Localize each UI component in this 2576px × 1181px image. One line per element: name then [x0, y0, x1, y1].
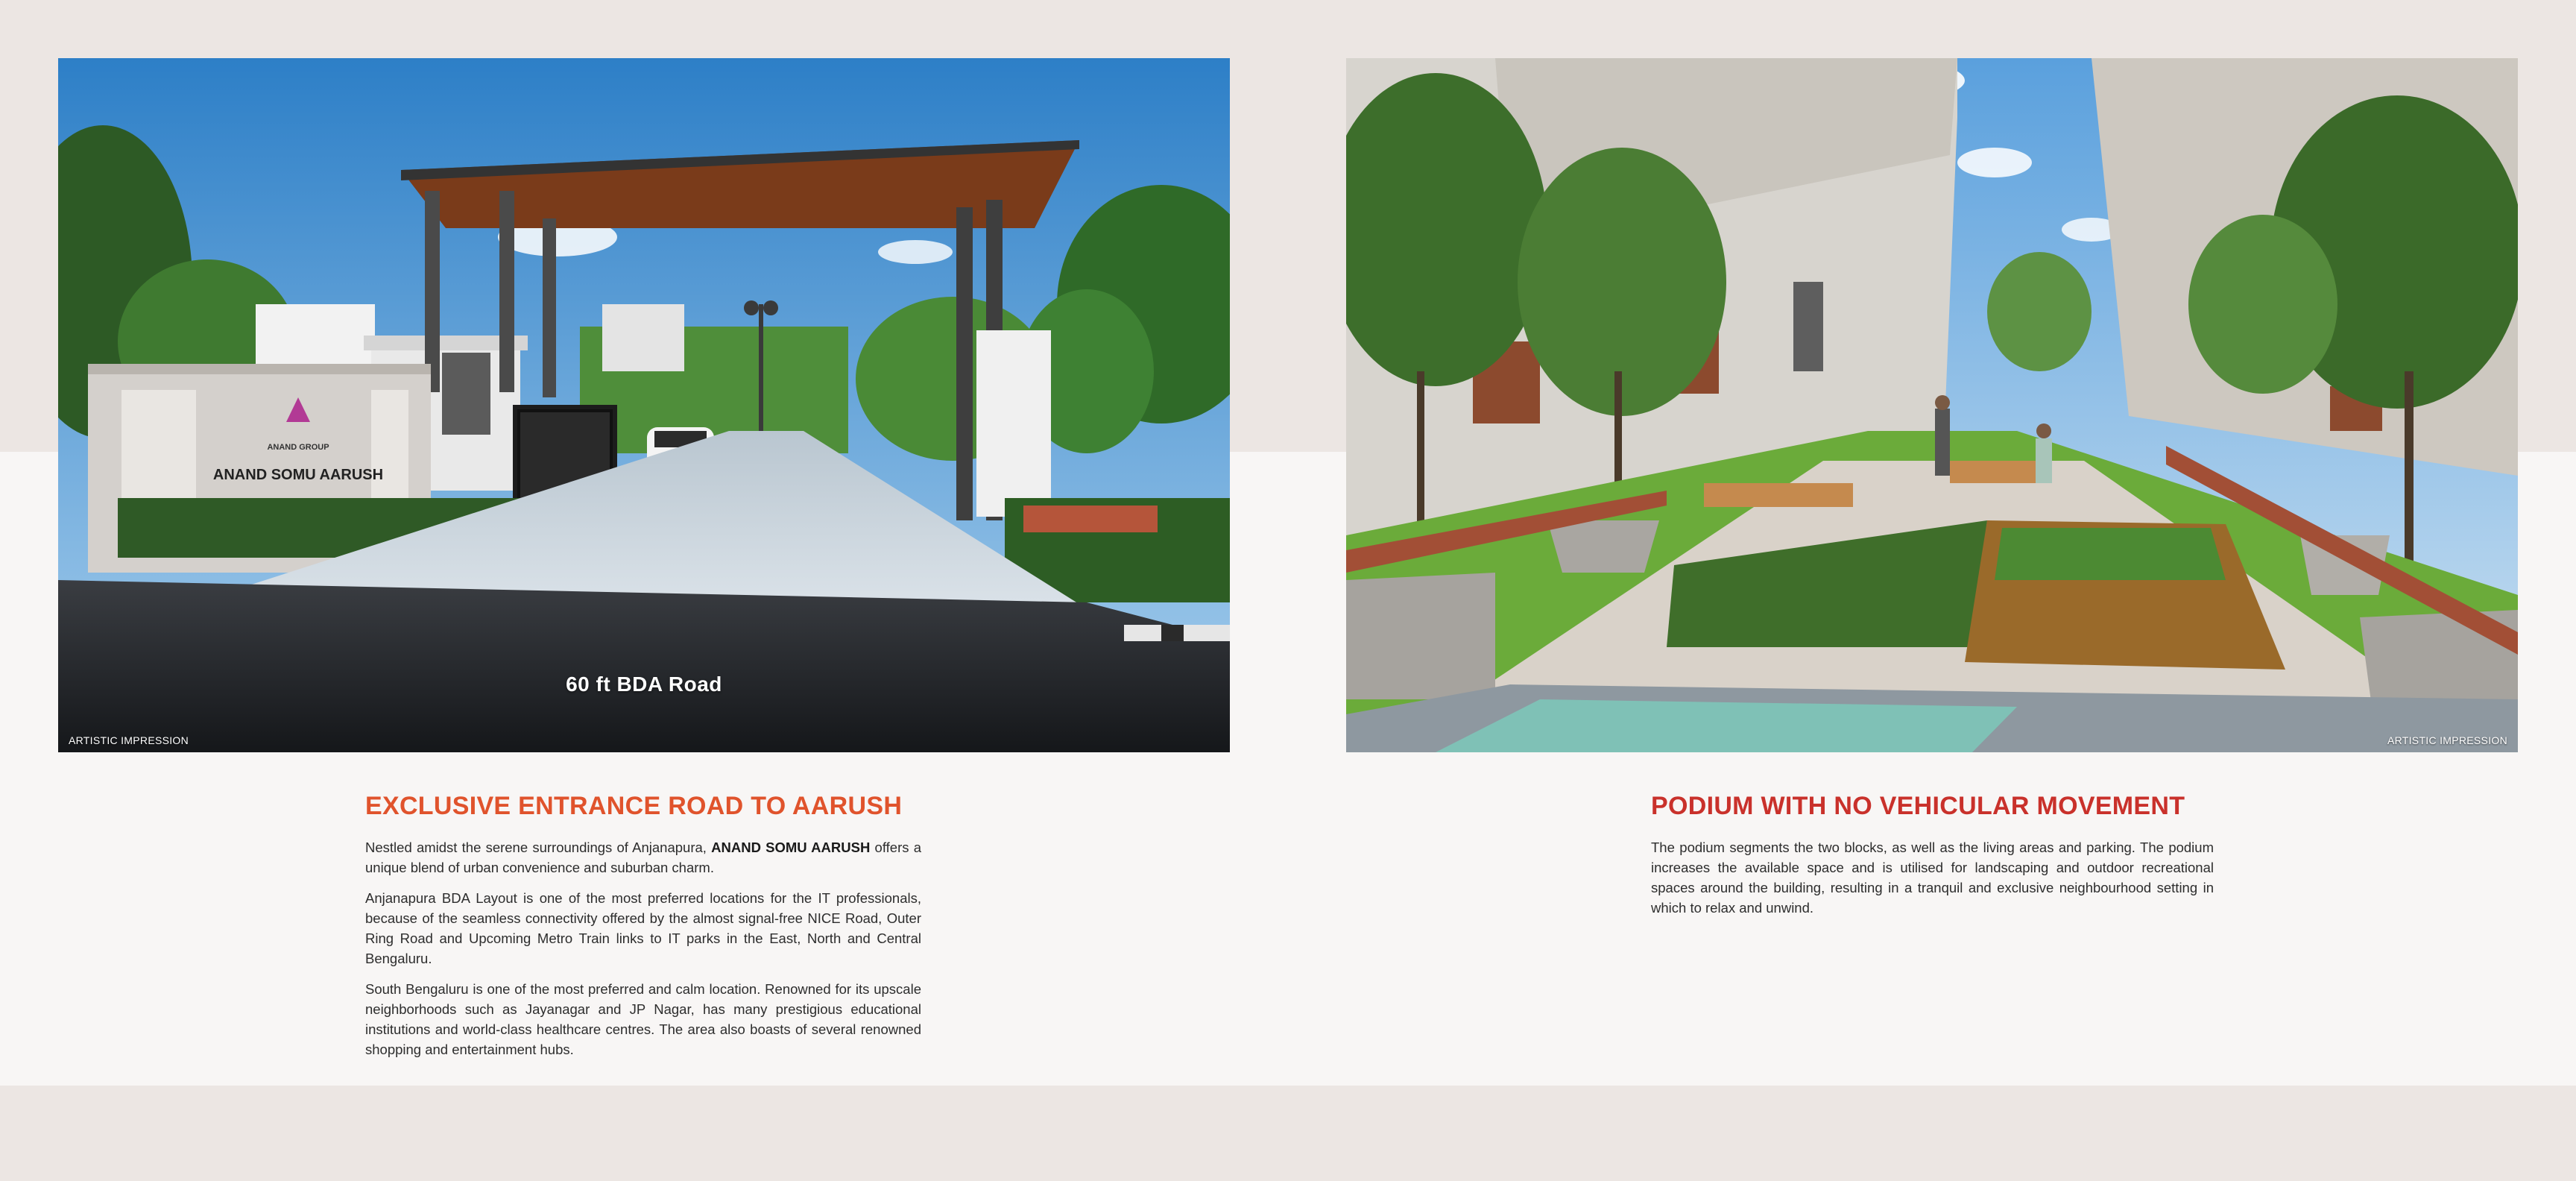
connectivity-paragraph: Anjanapura BDA Layout is one of the most preferred locations for the IT professionals, because of the seamless connectivity offered by the almost signal-free NICE Road, Outer Ring Road and Upcoming Metro Train links to IT parks in the East, North and Central Bengaluru. [365, 890, 921, 966]
road-caption: 60 ft BDA Road [566, 673, 722, 696]
sign-group-text: ANAND GROUP [267, 443, 329, 452]
entrance-road-image [58, 58, 1230, 752]
intro-suffix: offers a unique blend of urban convenience and suburban charm. [365, 840, 921, 875]
page-bottom-band [0, 1086, 2576, 1181]
podium-image [1346, 58, 2518, 752]
artistic-impression-label: ARTISTIC IMPRESSION [2387, 734, 2507, 746]
intro-prefix: Nestled amidst the serene surroundings of Anjanapura, [365, 840, 712, 855]
entrance-intro-paragraph [365, 837, 921, 878]
podium-heading: PODIUM WITH NO VEHICULAR MOVEMENT [1651, 792, 2185, 820]
podium-paragraph: The podium segments the two blocks, as well as the living areas and parking. The podium increases the available space and is utilised for landscaping and outdoor recreational spaces around the building, resulting in a tranquil and exclusive neighbourhood setting in which to relax and unwind. [1651, 840, 2214, 916]
project-name-bold: ANAND SOMU AARUSH [711, 840, 871, 855]
entrance-road-text [365, 792, 921, 1070]
podium-text [1651, 792, 2214, 928]
entrance-road-heading: EXCLUSIVE ENTRANCE ROAD TO AARUSH [365, 792, 903, 820]
sign-name-text: ANAND SOMU AARUSH [212, 467, 384, 483]
south-bengaluru-paragraph: South Bengaluru is one of the most preferred and calm location. Renowned for its upscale neighborhoods such as Jayanagar and JP Nagar, has many prestigious educational institutions and world-class healthcare centres. The area also boasts of several renowned shopping and entertainment hubs. [365, 981, 921, 1057]
artistic-impression-label: ARTISTIC IMPRESSION [69, 734, 189, 746]
